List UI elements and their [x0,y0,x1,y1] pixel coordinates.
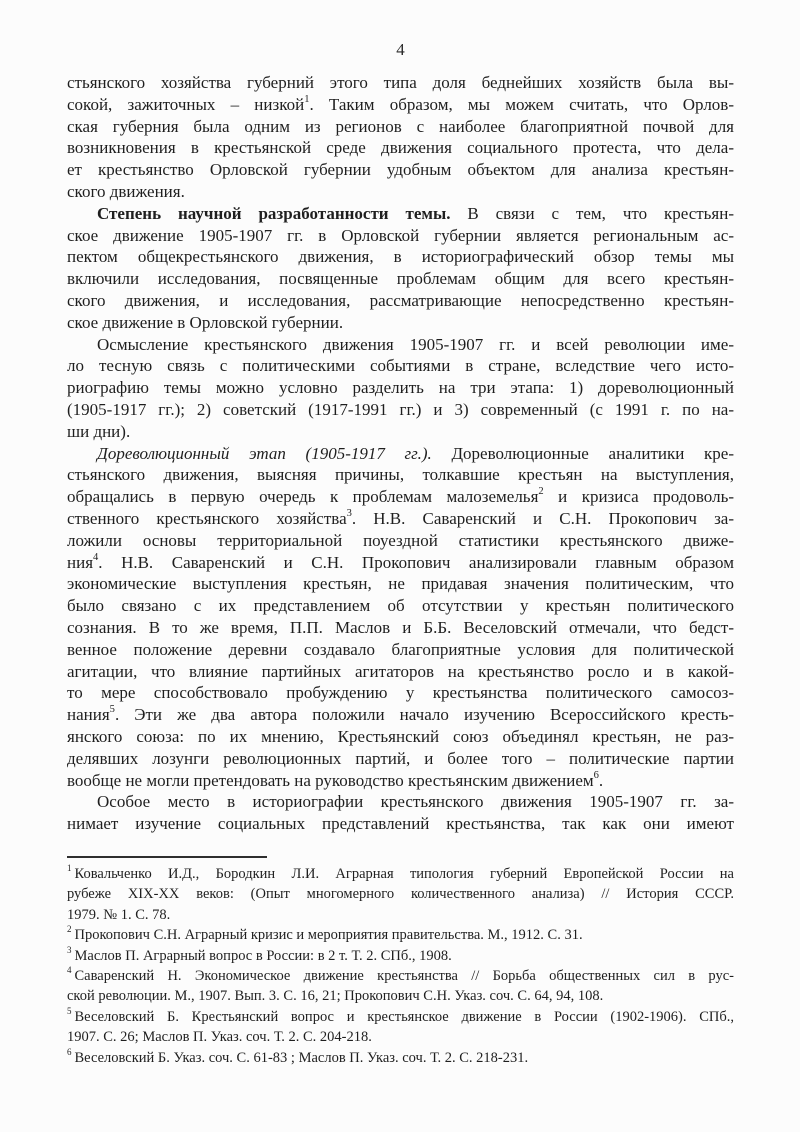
text-line [67,508,734,530]
text-run: Дореволюционные аналитики кре- [431,443,735,463]
text-run: (1905-1917 гг.); 2) советский (1917-1991 гг.) и 3) современный (с 1991 г. по на- [67,399,734,419]
text-line [67,443,734,465]
text-line [67,573,734,595]
text-run: ственного крестьянского хозяйства [67,508,347,528]
text-run: ского движения, и исследования, рассматривающие непосредственно крестьян- [67,290,734,310]
footnote-ref: 1 [304,94,310,106]
text-run: венное положение деревни создавало благоприятные условия для политической [67,639,734,659]
text-run: ское движение в Орловской губернии. [67,312,344,332]
text-line [67,748,734,770]
text-line [67,203,734,225]
text-line [67,464,734,486]
text-run: ет крестьянство Орловской губернии удобным объектом для анализа крестьян- [67,160,734,180]
text-line [67,552,734,574]
document-body [67,72,734,835]
text-run: делявших лозунги революционных партий, и более того – политические партии [67,748,734,768]
text-run: обращались в первую очередь к проблемам малоземелья [67,487,539,507]
text-run: пектом общекрестьянского движения, в историографический обзор темы мы [67,247,734,267]
text-run: сокой, зажиточных – низкой [67,94,305,114]
footnote-number: 3 [67,944,72,955]
text-line [67,72,734,94]
text-line [67,770,734,792]
text-line [67,704,734,726]
paragraph [67,72,734,203]
text-run: . Эти же два автора положили начало изучению Всероссийского кресть- [114,705,734,725]
page-number: 4 [396,40,405,59]
text-line [67,334,734,356]
footnote-item [67,925,734,945]
text-line [67,159,734,181]
footnote-ref: 3 [346,508,352,520]
text-line [67,726,734,748]
footnote-line: $^5$ Веселовский Б. Крестьянский вопрос и крестьянское движение в России (1902-1906). СПб., [67,1006,734,1025]
footnotes [67,864,734,1068]
text-run: стьянского хозяйства губерний этого типа доля беднейших хозяйств была вы- [67,73,734,92]
text-run: . [598,770,604,790]
text-run: Степень научной разработанности темы. [97,203,451,223]
text-run: . Таким образом, мы можем считать, что Орлов- [309,94,734,114]
text-run: ложили основы территориальной поуездной статистики крестьянского движе- [67,530,734,550]
text-line [67,421,734,443]
footnote-line: 1907. С. 26; Маслов П. Указ. соч. Т. 2. С. 204-218. [67,1029,372,1046]
text-line [67,312,734,334]
text-line [67,355,734,377]
text-run: нания [67,705,110,725]
footnote-separator [67,856,267,858]
footnote-number: 1 [67,863,72,874]
text-line [67,225,734,247]
text-run: ши дни). [67,421,131,441]
text-run: нимает изучение социальных представлений крестьянства, так как они имеют [67,814,734,834]
text-line [67,661,734,683]
paragraph [67,203,734,334]
text-run: ская губерния была одним из регионов с наиболее благоприятной почвой для [67,116,734,136]
footnote-item [67,966,734,1007]
text-run: и кризиса продоволь- [543,487,734,507]
paragraph [67,443,734,792]
text-run: агитации, что влияние партийных агитаторов на крестьянство росло и в какой- [67,661,734,681]
text-run: то мере способствовало пробуждению у крестьянства политического самосоз- [67,683,734,703]
footnote-ref: 2 [538,486,544,498]
footnote-line: $^3$ Маслов П. Аграрный вопрос в России: в 2 т. Т. 2. СПб., 1908. [67,944,452,964]
text-run: риографию темы можно условно разделить на три этапа: 1) дореволюционный [67,378,734,398]
footnote-item [67,946,734,966]
footnote-number: 2 [67,924,72,935]
footnote-line: $^1$ Ковальченко И.Д., Бородкин Л.И. Аграрная типология губерний Европейской России на [67,863,734,882]
footnote-line: $^2$ Прокопович С.Н. Аграрный кризис и мероприятия правительства. М., 1912. С. 31. [67,924,583,944]
footnote-line: $^4$ Саваренский Н. Экономическое движение крестьянства // Борьба общественных сил в рус- [67,965,734,984]
text-run: сознания. В то же время, П.П. Маслов и Б.Б. Веселовский отмечали, что бедст- [67,617,734,637]
footnote-item [67,1007,734,1048]
text-line [67,595,734,617]
text-run: ское движение 1905-1907 гг. в Орловской губернии является региональным ас- [67,225,734,245]
text-line [67,813,734,835]
paragraph [67,791,734,835]
text-line [67,116,734,138]
text-line [67,617,734,639]
footnote-line: $^6$ Веселовский Б. Указ. соч. С. 61-83 ; Маслов П. Указ. соч. Т. 2. С. 218-231. [67,1046,529,1066]
footnote-item [67,864,734,925]
footnote-ref: 6 [593,769,599,781]
text-run: . Н.В. Саваренский и С.Н. Прокопович за- [351,508,734,528]
text-line [67,137,734,159]
footnote-line: 1979. № 1. С. 78. [67,906,171,923]
text-line [67,181,734,203]
text-run: вообще не могли претендовать на руководство крестьянским движением [67,770,594,790]
text-line [67,530,734,552]
footnote-line: рубеже XIX-XX веков: (Опыт многомерного количественного анализа) // История СССР. [67,886,734,903]
paragraph [67,334,734,443]
text-line [67,290,734,312]
footnote-number: 6 [67,1046,72,1057]
footnote-line: ской революции. М., 1907. Вып. 3. С. 16, 21; Прокопович С.Н. Указ. соч. С. 64, 94, 108. [67,988,604,1005]
text-run: ло тесную связь с политическими событиями в стране, вследствие чего исто- [67,356,734,376]
text-line [67,94,734,116]
text-line [67,246,734,268]
text-line [67,268,734,290]
text-run: ния [67,552,94,572]
footnote-item [67,1048,734,1068]
footnote-number: 5 [67,1006,72,1017]
text-run: ского движения. [67,181,185,201]
text-run: Дореволюционный этап (1905-1917 гг.). [97,443,432,463]
text-line [67,682,734,704]
text-run: янского союза: по их мнению, Крестьянский союз объединял крестьян, не раз- [67,726,734,746]
footnote-ref: 4 [93,551,99,563]
footnote-ref: 5 [109,704,115,716]
text-run: В связи с тем, что крестьян- [450,203,735,223]
text-line [67,791,734,813]
text-run: возникновения в крестьянской среде движения социального протеста, что дела- [67,138,734,158]
text-line [67,486,734,508]
text-run: Осмысление крестьянского движения 1905-1907 гг. и всей революции име- [97,334,734,354]
text-line [67,639,734,661]
footnote-number: 4 [67,965,72,976]
text-run: включили исследования, посвященные проблемам общим для всего крестьян- [67,269,734,289]
text-run: стьянского движения, выясняя причины, толкавшие крестьян на выступления, [67,465,734,485]
text-run: Особое место в историографии крестьянского движения 1905-1907 гг. за- [97,792,734,812]
text-run: экономические выступления крестьян, не придавая значения политическим, что [67,574,734,594]
text-run: было связано с их представлением об отсутствии у крестьян политического [67,596,734,616]
text-line [67,399,734,421]
text-line [67,377,734,399]
text-run: . Н.В. Саваренский и С.Н. Прокопович анализировали главным образом [98,552,734,572]
